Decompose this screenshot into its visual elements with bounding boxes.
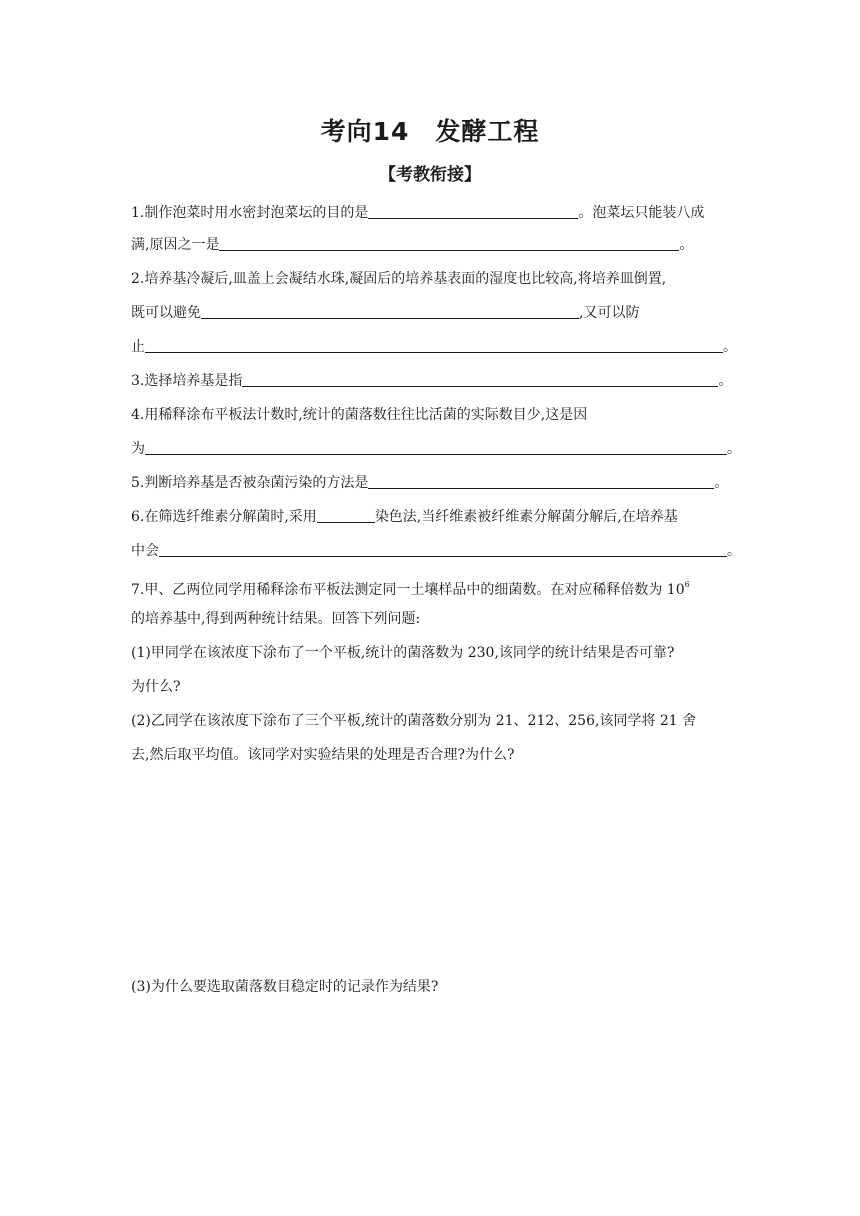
- q4-text: 4.用稀释涂布平板法计数时,统计的菌落数往往比活菌的实际数目少,这是因: [131, 407, 588, 423]
- page-title: 考向14 发酵工程: [320, 117, 540, 146]
- q6-text-2: 染色法,当纤维素被纤维素分解菌分解后,在培养基: [374, 509, 678, 525]
- q7-part1-text: (1)甲同学在该浓度下涂布了一个平板,统计的菌落数为 230,该同学的统计结果是否可靠?: [131, 645, 675, 661]
- q3-answer-blank[interactable]: [242, 370, 718, 387]
- q2-line-3: [131, 336, 737, 358]
- q2-text-3: ,又可以防: [579, 305, 640, 321]
- q2-answer-blank-1[interactable]: [201, 302, 579, 319]
- q4-answer-blank[interactable]: [145, 438, 727, 455]
- q6-line-2: [131, 540, 741, 562]
- q7-part2-line-1: [131, 710, 696, 732]
- q7-part1-line-2: [131, 676, 181, 698]
- q6-text: 6.在筛选纤维素分解菌时,采用: [131, 509, 317, 525]
- q6-answer-blank-1[interactable]: [317, 506, 375, 523]
- q7-part3-line: [131, 976, 438, 998]
- q7-part3-text: (3)为什么要选取菌落数目稳定时的记录作为结果?: [131, 979, 439, 995]
- q7-part2-line-2: [131, 744, 514, 766]
- q7-line-2: [131, 608, 420, 630]
- q1-text-2: 。泡菜坛只能装八成: [578, 205, 705, 221]
- q6-line-1: [131, 506, 678, 528]
- q2-text-2: 既可以避免: [131, 305, 201, 321]
- q1-answer-blank-2[interactable]: [219, 234, 679, 251]
- q6-end: 。: [727, 543, 741, 559]
- q1-line-2: [131, 234, 693, 256]
- q4-line-1: [131, 404, 587, 426]
- q7-part1-text-2: 为什么?: [131, 679, 181, 695]
- q7-part2-text-2: 去,然后取平均值。该同学对实验结果的处理是否合理?为什么?: [131, 747, 515, 763]
- q5-line: [131, 472, 728, 494]
- q6-text-3: 中会: [131, 543, 159, 559]
- q2-text-4: 止: [131, 339, 145, 355]
- q5-text: 5.判断培养基是否被杂菌污染的方法是: [131, 475, 369, 491]
- q5-answer-blank[interactable]: [368, 472, 714, 489]
- q3-text: 3.选择培养基是指: [131, 373, 243, 389]
- q1-line-1: [131, 202, 704, 224]
- q2-text: 2.培养基冷凝后,皿盖上会凝结水珠,凝固后的培养基表面的湿度也比较高,将培养皿倒置,: [131, 271, 667, 287]
- q1-answer-blank-1[interactable]: [368, 202, 578, 219]
- q2-end: 。: [723, 339, 737, 355]
- q1-end: 。: [679, 237, 694, 253]
- q7-part2-text: (2)乙同学在该浓度下涂布了三个平板,统计的菌落数分别为 21、212、256,该同学将 21 舍: [131, 713, 697, 729]
- q2-line-2: [131, 302, 639, 324]
- q7-intro-2: 的培养基中,得到两种统计结果。回答下列问题:: [131, 611, 421, 627]
- q4-end: 。: [727, 441, 741, 457]
- q5-end: 。: [714, 475, 729, 491]
- q2-line-1: [131, 268, 666, 290]
- q4-text-2: 为: [131, 441, 145, 457]
- q2-answer-blank-2[interactable]: [145, 336, 723, 353]
- q7-intro: 7.甲、乙两位同学用稀释涂布平板法测定同一土壤样品中的细菌数。在对应稀释倍数为 10: [131, 582, 685, 598]
- q7-part1-line-1: [131, 642, 674, 664]
- section-heading: 【考教衔接】: [379, 165, 481, 185]
- q3-line: [131, 370, 732, 392]
- q4-line-2: [131, 438, 741, 460]
- q1-text: 1.制作泡菜时用水密封泡菜坛的目的是: [131, 205, 369, 221]
- q6-answer-blank-2[interactable]: [159, 540, 727, 557]
- q3-end: 。: [718, 373, 733, 389]
- q1-text-3: 满,原因之一是: [131, 237, 220, 253]
- q7-exponent: 6: [684, 580, 690, 589]
- q7-line-1: [131, 574, 690, 596]
